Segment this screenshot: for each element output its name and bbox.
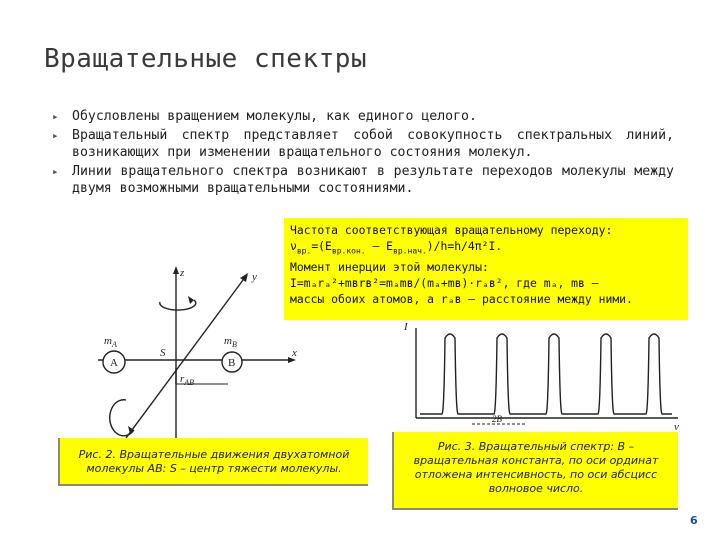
mb-label: $m_B$ bbox=[224, 335, 237, 349]
inertia-heading: Момент инерции этой молекулы: bbox=[290, 260, 489, 275]
bullet-arrow-icon: ▸ bbox=[52, 110, 59, 123]
spacing-label: 2B bbox=[492, 414, 502, 424]
frequency-formula: $\nu_{вр.}=(E_{вр.кон.} - E_{вр.нач.})/h=h/4\pi^2I$. bbox=[290, 239, 503, 256]
y-label: y bbox=[252, 271, 257, 283]
bullet-item bbox=[52, 108, 674, 126]
spectrum-line bbox=[420, 334, 672, 414]
bullet-arrow-icon: ▸ bbox=[52, 164, 59, 178]
inertia-formula: I=mₐrₐ²+mʙrʙ²=mₐmʙ/(mₐ+mʙ)·rₐʙ², где mₐ, mʙ – bbox=[290, 276, 599, 291]
x-label: x bbox=[292, 347, 297, 359]
figure2-caption: Рис. 2. Вращательные движения двухатомной молекулы АВ: S – центр тяжести молекулы. bbox=[58, 438, 368, 486]
bullet-item bbox=[52, 127, 674, 162]
rotation-diagram bbox=[96, 262, 306, 440]
ma-label: $m_A$ bbox=[104, 335, 117, 349]
bullet-text: Линии вращательного спектра возникают в результате переходов молекулы между двумя возможными вращательными состояниями. bbox=[72, 163, 674, 197]
s-label: S bbox=[160, 347, 166, 359]
bullet-list bbox=[52, 108, 674, 199]
bullet-text: Обусловлены вращением молекулы, как единого целого. bbox=[72, 109, 477, 124]
rab-label: $r_{AB}$ bbox=[180, 373, 195, 387]
figure3-caption: Рис. 3. Вращательный спектр: В – вращательная константа, по оси ординат отложена интенсивность, по оси абсцисс волновое число. bbox=[392, 432, 678, 510]
a-label: A bbox=[110, 357, 118, 369]
bullet-text: Вращательный спектр представляет собой совокупность спектральных линий, возникающих при изменении вращательного состояния молекул. bbox=[72, 127, 674, 161]
intensity-axis-label: I bbox=[404, 321, 408, 333]
formula-heading: Частота соответствующая вращательному переходу: bbox=[290, 223, 613, 237]
z-label: z bbox=[180, 267, 185, 279]
nu-axis-label: ν bbox=[674, 421, 679, 432]
formula-box bbox=[284, 218, 688, 320]
rotational-spectrum-figure bbox=[402, 318, 686, 432]
bullet-arrow-icon: ▸ bbox=[52, 128, 59, 142]
bullet-item bbox=[52, 163, 674, 198]
page-number: 6 bbox=[690, 514, 698, 527]
slide-title: Вращательные спектры bbox=[44, 44, 368, 74]
inertia-note: массы обоих атомов, а rₐʙ – расстояние между ними. bbox=[290, 292, 633, 307]
b-label: B bbox=[228, 357, 236, 369]
